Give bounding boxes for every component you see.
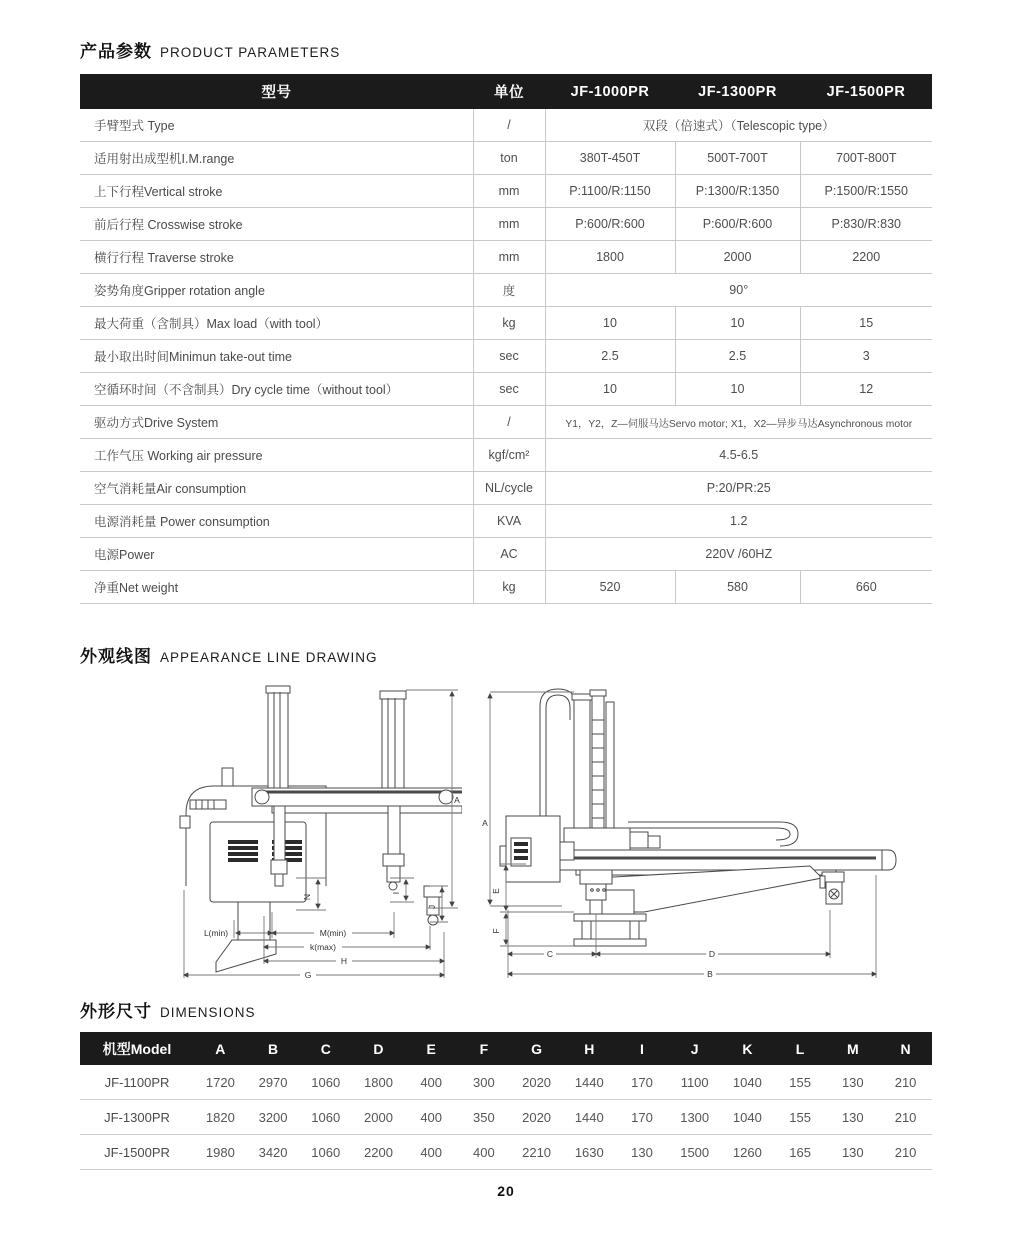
dim-label-f: F xyxy=(491,928,501,934)
dimension-model: JF-1500PR xyxy=(80,1135,194,1170)
parameter-label: 手臂型式 Type xyxy=(80,109,473,142)
dim-label-kmax: k(max) xyxy=(310,942,336,952)
parameter-value-span: 90° xyxy=(545,274,932,307)
parameter-value: P:1500/R:1550 xyxy=(800,175,932,208)
model-header-jf1000pr: JF-1000PR xyxy=(545,74,675,109)
appearance-drawings xyxy=(176,680,898,980)
parameter-unit: sec xyxy=(473,340,545,373)
parameter-value: 660 xyxy=(800,571,932,604)
parameter-value: 380T-450T xyxy=(545,142,675,175)
dimension-column-header: 机型Model xyxy=(80,1032,194,1065)
dimension-value: 165 xyxy=(774,1135,827,1170)
dimension-column-header: B xyxy=(247,1032,300,1065)
parameter-row xyxy=(80,109,932,142)
parameters-table-body xyxy=(80,109,932,604)
parameter-value-span: Y1，Y2，Z—伺服马达Servo motor; X1，X2—异步马达Asynchronous motor xyxy=(545,406,932,439)
parameter-value: 10 xyxy=(545,373,675,406)
unit-column-header: 单位 xyxy=(473,74,545,109)
dimension-value: 1060 xyxy=(299,1100,352,1135)
parameter-label: 姿势角度Gripper rotation angle xyxy=(80,274,473,307)
parameter-row xyxy=(80,175,932,208)
parameter-unit: sec xyxy=(473,373,545,406)
dim-label-e: E xyxy=(491,888,501,894)
dim-label-a: A xyxy=(482,818,488,828)
parameter-value: 580 xyxy=(675,571,800,604)
parameters-table xyxy=(80,74,932,604)
parameter-label: 横行行程 Traverse stroke xyxy=(80,241,473,274)
parameter-unit: ton xyxy=(473,142,545,175)
parameter-unit: kg xyxy=(473,571,545,604)
dimension-value: 130 xyxy=(616,1135,669,1170)
parameter-row xyxy=(80,241,932,274)
dimension-column-header: G xyxy=(510,1032,563,1065)
parameter-value: 2000 xyxy=(675,241,800,274)
parameter-value: 1800 xyxy=(545,241,675,274)
dimension-value: 210 xyxy=(879,1100,932,1135)
label-backgrounds xyxy=(544,948,718,978)
dimension-value: 3420 xyxy=(247,1135,300,1170)
dim-label-h: H xyxy=(340,956,348,966)
parameter-row xyxy=(80,538,932,571)
dimension-value: 1440 xyxy=(563,1065,616,1100)
parameter-row xyxy=(80,571,932,604)
parameter-value: 10 xyxy=(675,373,800,406)
parameter-value-span: P:20/PR:25 xyxy=(545,472,932,505)
parameter-value: 10 xyxy=(545,307,675,340)
dimensions-header-row xyxy=(80,1032,932,1065)
dimension-value: 130 xyxy=(826,1135,879,1170)
dimension-value: 210 xyxy=(879,1065,932,1100)
dimension-value: 300 xyxy=(458,1065,511,1100)
dimension-value: 400 xyxy=(405,1065,458,1100)
dim-label-d: D xyxy=(708,949,716,959)
parameter-value: P:600/R:600 xyxy=(675,208,800,241)
drawing-title-en: APPEARANCE LINE DRAWING xyxy=(160,650,378,665)
dimension-value: 155 xyxy=(774,1100,827,1135)
dim-label-a: A xyxy=(454,795,460,805)
parameter-label: 上下行程Vertical stroke xyxy=(80,175,473,208)
dimension-column-header: C xyxy=(299,1032,352,1065)
dimension-value: 400 xyxy=(458,1135,511,1170)
parameter-value: P:830/R:830 xyxy=(800,208,932,241)
dimension-value: 1980 xyxy=(194,1135,247,1170)
parameter-row xyxy=(80,274,932,307)
parameter-row xyxy=(80,307,932,340)
parameter-value: 700T-800T xyxy=(800,142,932,175)
parameter-value: P:1100/R:1150 xyxy=(545,175,675,208)
dimension-row xyxy=(80,1100,932,1135)
side-view-line-drawing xyxy=(176,680,462,980)
dimension-column-header: K xyxy=(721,1032,774,1065)
parameter-label: 电源消耗量 Power consumption xyxy=(80,505,473,538)
parameter-value: 2.5 xyxy=(675,340,800,373)
parameter-value-span: 4.5-6.5 xyxy=(545,439,932,472)
page-number: 20 xyxy=(497,1183,515,1199)
parameter-unit: mm xyxy=(473,175,545,208)
dimension-value: 400 xyxy=(405,1135,458,1170)
dimension-value: 170 xyxy=(616,1065,669,1100)
parameter-label: 空循环时间（不含制具）Dry cycle time（without tool） xyxy=(80,373,473,406)
parameter-unit: 度 xyxy=(473,274,545,307)
parameter-value: 10 xyxy=(675,307,800,340)
dimension-value: 1720 xyxy=(194,1065,247,1100)
dimension-value: 1500 xyxy=(668,1135,721,1170)
dimension-value: 3200 xyxy=(247,1100,300,1135)
dimension-column-header: J xyxy=(668,1032,721,1065)
machine-outline xyxy=(500,689,896,946)
dimension-value: 130 xyxy=(826,1065,879,1100)
parameter-row xyxy=(80,406,932,439)
parameters-section-title xyxy=(80,37,340,62)
front-view-line-drawing xyxy=(478,680,898,980)
parameter-label: 空气消耗量Air consumption xyxy=(80,472,473,505)
dimensions-table-body xyxy=(80,1065,932,1170)
dimension-value: 1100 xyxy=(668,1065,721,1100)
dimension-model: JF-1300PR xyxy=(80,1100,194,1135)
parameter-value-span: 220V /60HZ xyxy=(545,538,932,571)
dimension-column-header: A xyxy=(194,1032,247,1065)
parameters-title-zh: 产品参数 xyxy=(80,42,152,61)
dimension-value: 400 xyxy=(405,1100,458,1135)
parameter-unit: mm xyxy=(473,241,545,274)
drawing-section-title xyxy=(80,642,378,667)
dimension-value: 1300 xyxy=(668,1100,721,1135)
parameter-row xyxy=(80,340,932,373)
dimension-value: 2000 xyxy=(352,1100,405,1135)
dimension-value: 1040 xyxy=(721,1065,774,1100)
parameter-unit: AC xyxy=(473,538,545,571)
dim-label-g: G xyxy=(304,970,312,980)
dim-label-mmin: M(min) xyxy=(319,928,347,938)
parameter-row xyxy=(80,439,932,472)
dimension-column-header: F xyxy=(458,1032,511,1065)
dimension-column-header: M xyxy=(826,1032,879,1065)
dimension-column-header: N xyxy=(879,1032,932,1065)
parameter-value: 2200 xyxy=(800,241,932,274)
dim-label-n: N xyxy=(302,893,312,901)
parameter-value: 520 xyxy=(545,571,675,604)
dimensions-title-en: DIMENSIONS xyxy=(160,1005,256,1020)
dimension-row xyxy=(80,1135,932,1170)
parameter-label: 适用射出成型机I.M.range xyxy=(80,142,473,175)
parameter-value-span: 1.2 xyxy=(545,505,932,538)
model-header-jf1300pr: JF-1300PR xyxy=(675,74,800,109)
dimension-column-header: H xyxy=(563,1032,616,1065)
dimensions-section-title xyxy=(80,997,256,1022)
dimension-value: 1820 xyxy=(194,1100,247,1135)
parameter-row xyxy=(80,142,932,175)
parameter-label: 工作气压 Working air pressure xyxy=(80,439,473,472)
parameter-unit: / xyxy=(473,109,545,142)
dimensions-title-zh: 外形尺寸 xyxy=(80,1002,152,1021)
dimension-value: 1800 xyxy=(352,1065,405,1100)
dimension-value: 1060 xyxy=(299,1065,352,1100)
dimension-value: 170 xyxy=(616,1100,669,1135)
parameter-value: 2.5 xyxy=(545,340,675,373)
model-header-jf1500pr: JF-1500PR xyxy=(800,74,932,109)
parameter-row xyxy=(80,505,932,538)
parameter-label: 净重Net weight xyxy=(80,571,473,604)
dimension-value: 2200 xyxy=(352,1135,405,1170)
dimension-value: 2970 xyxy=(247,1065,300,1100)
dim-label-i: I xyxy=(391,891,401,895)
parameter-label: 电源Power xyxy=(80,538,473,571)
dimension-value: 155 xyxy=(774,1065,827,1100)
dimension-row xyxy=(80,1065,932,1100)
parameter-value: 500T-700T xyxy=(675,142,800,175)
dimension-value: 2020 xyxy=(510,1065,563,1100)
parameter-label: 前后行程 Crosswise stroke xyxy=(80,208,473,241)
parameter-row xyxy=(80,208,932,241)
parameters-header-row xyxy=(80,74,932,109)
dimension-value: 2020 xyxy=(510,1100,563,1135)
parameter-label: 最小取出时间Minimun take-out time xyxy=(80,340,473,373)
dim-label-j: J xyxy=(427,904,437,910)
parameter-unit: / xyxy=(473,406,545,439)
dimensions-table xyxy=(80,1032,932,1170)
parameter-unit: NL/cycle xyxy=(473,472,545,505)
parameter-value: 12 xyxy=(800,373,932,406)
parameters-title-en: PRODUCT PARAMETERS xyxy=(160,45,341,60)
parameter-row xyxy=(80,472,932,505)
dim-label-c: C xyxy=(546,949,554,959)
dimension-value: 1440 xyxy=(563,1100,616,1135)
model-column-header: 型号 xyxy=(80,74,473,109)
parameter-value: P:600/R:600 xyxy=(545,208,675,241)
parameter-label: 最大荷重（含制具）Max load（with tool） xyxy=(80,307,473,340)
dimension-value: 350 xyxy=(458,1100,511,1135)
parameter-unit: KVA xyxy=(473,505,545,538)
dimension-column-header: L xyxy=(774,1032,827,1065)
dim-label-b: B xyxy=(707,969,713,979)
dim-label-lmin: L(min) xyxy=(203,928,229,938)
parameter-row xyxy=(80,373,932,406)
parameter-value-span: 双段（倍速式）（Telescopic type） xyxy=(545,109,932,142)
drawing-title-zh: 外观线图 xyxy=(80,647,152,666)
dimension-value: 1630 xyxy=(563,1135,616,1170)
dimension-column-header: I xyxy=(616,1032,669,1065)
parameter-value: P:1300/R:1350 xyxy=(675,175,800,208)
parameter-unit: kg xyxy=(473,307,545,340)
dimension-value: 1060 xyxy=(299,1135,352,1170)
dimension-value: 2210 xyxy=(510,1135,563,1170)
dimension-value: 1040 xyxy=(721,1100,774,1135)
dimension-value: 210 xyxy=(879,1135,932,1170)
dimension-column-header: E xyxy=(405,1032,458,1065)
parameter-unit: mm xyxy=(473,208,545,241)
dimension-value: 130 xyxy=(826,1100,879,1135)
dimension-value: 1260 xyxy=(721,1135,774,1170)
parameter-value: 15 xyxy=(800,307,932,340)
parameter-value: 3 xyxy=(800,340,932,373)
parameter-label: 驱动方式Drive System xyxy=(80,406,473,439)
parameter-unit: kgf/cm² xyxy=(473,439,545,472)
dimension-model: JF-1100PR xyxy=(80,1065,194,1100)
dimension-column-header: D xyxy=(352,1032,405,1065)
